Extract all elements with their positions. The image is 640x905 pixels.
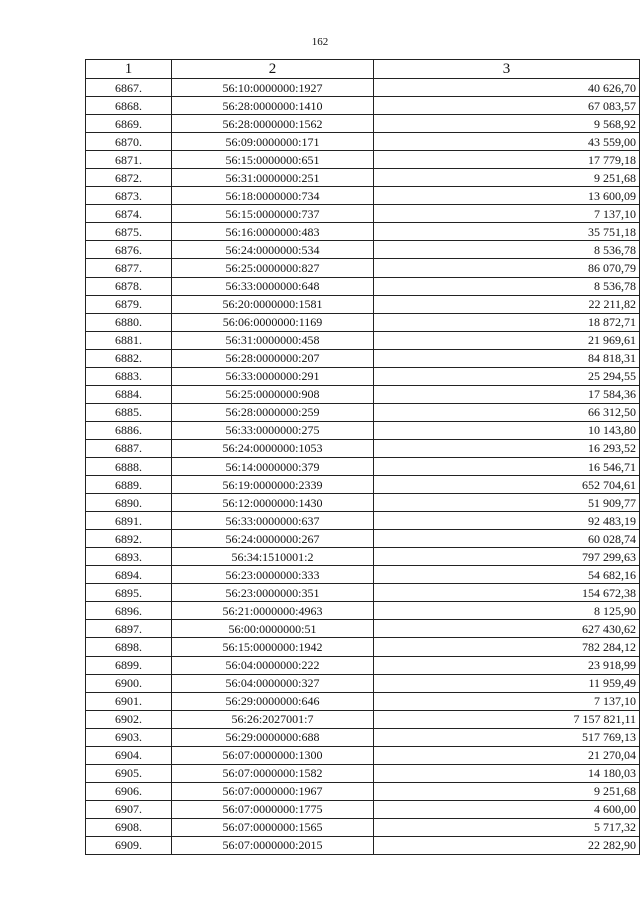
cadastral-number: 56:07:0000000:1967 [172, 782, 374, 800]
value-cell: 154 672,38 [374, 584, 640, 602]
row-number: 6908. [86, 818, 172, 836]
row-number: 6904. [86, 746, 172, 764]
value-cell: 40 626,70 [374, 79, 640, 97]
table-row [86, 494, 640, 512]
row-number: 6876. [86, 241, 172, 259]
value-cell: 43 559,00 [374, 133, 640, 151]
cadastral-number: 56:07:0000000:1300 [172, 746, 374, 764]
row-number: 6887. [86, 439, 172, 457]
table-row [86, 187, 640, 205]
value-cell: 84 818,31 [374, 349, 640, 367]
row-number: 6906. [86, 782, 172, 800]
page-number: 162 [311, 36, 329, 48]
cadastral-number: 56:28:0000000:1562 [172, 115, 374, 133]
value-cell: 21 969,61 [374, 331, 640, 349]
cadastral-number: 56:34:1510001:2 [172, 548, 374, 566]
row-number: 6890. [86, 494, 172, 512]
table-row [86, 457, 640, 475]
value-cell: 25 294,55 [374, 367, 640, 385]
row-number: 6899. [86, 656, 172, 674]
table-row [86, 205, 640, 223]
table-row [86, 115, 640, 133]
table-row [86, 800, 640, 818]
row-number: 6870. [86, 133, 172, 151]
cadastral-number: 56:19:0000000:2339 [172, 476, 374, 494]
cadastral-number: 56:07:0000000:1582 [172, 764, 374, 782]
cadastral-number: 56:28:0000000:207 [172, 349, 374, 367]
table-body [86, 79, 640, 855]
value-cell: 627 430,62 [374, 620, 640, 638]
cadastral-number: 56:29:0000000:646 [172, 692, 374, 710]
row-number: 6885. [86, 403, 172, 421]
cadastral-number: 56:29:0000000:688 [172, 728, 374, 746]
table-row [86, 530, 640, 548]
table-row [86, 79, 640, 97]
table-row [86, 818, 640, 836]
row-number: 6901. [86, 692, 172, 710]
table-row [86, 385, 640, 403]
value-cell: 67 083,57 [374, 97, 640, 115]
row-number: 6896. [86, 602, 172, 620]
cadastral-number: 56:28:0000000:1410 [172, 97, 374, 115]
value-cell: 8 536,78 [374, 277, 640, 295]
table-row [86, 403, 640, 421]
row-number: 6886. [86, 421, 172, 439]
cadastral-number: 56:24:0000000:267 [172, 530, 374, 548]
value-cell: 797 299,63 [374, 548, 640, 566]
row-number: 6909. [86, 836, 172, 854]
value-cell: 9 251,68 [374, 169, 640, 187]
row-number: 6874. [86, 205, 172, 223]
value-cell: 66 312,50 [374, 403, 640, 421]
value-cell: 9 251,68 [374, 782, 640, 800]
table-row [86, 421, 640, 439]
table-row [86, 638, 640, 656]
cadastral-number: 56:14:0000000:379 [172, 457, 374, 475]
value-cell: 23 918,99 [374, 656, 640, 674]
row-number: 6894. [86, 566, 172, 584]
row-number: 6877. [86, 259, 172, 277]
value-cell: 54 682,16 [374, 566, 640, 584]
cadastral-number: 56:10:0000000:1927 [172, 79, 374, 97]
row-number: 6895. [86, 584, 172, 602]
row-number: 6875. [86, 223, 172, 241]
table-row [86, 512, 640, 530]
row-number: 6880. [86, 313, 172, 331]
table-row [86, 151, 640, 169]
table-row [86, 295, 640, 313]
table-row [86, 836, 640, 854]
column-header-1: 1 [86, 60, 172, 79]
row-number: 6905. [86, 764, 172, 782]
cadastral-number: 56:20:0000000:1581 [172, 295, 374, 313]
table-row [86, 656, 640, 674]
value-cell: 9 568,92 [374, 115, 640, 133]
row-number: 6881. [86, 331, 172, 349]
value-cell: 22 211,82 [374, 295, 640, 313]
cadastral-number: 56:33:0000000:275 [172, 421, 374, 439]
value-cell: 5 717,32 [374, 818, 640, 836]
cadastral-number: 56:26:2027001:7 [172, 710, 374, 728]
registry-table [85, 59, 640, 855]
cadastral-number: 56:33:0000000:637 [172, 512, 374, 530]
table-header-row [86, 60, 640, 79]
table-row [86, 674, 640, 692]
table-row [86, 476, 640, 494]
table-row [86, 602, 640, 620]
value-cell: 35 751,18 [374, 223, 640, 241]
table-row [86, 241, 640, 259]
table-row [86, 620, 640, 638]
row-number: 6891. [86, 512, 172, 530]
cadastral-number: 56:18:0000000:734 [172, 187, 374, 205]
column-header-2: 2 [172, 60, 374, 79]
value-cell: 51 909,77 [374, 494, 640, 512]
value-cell: 8 125,90 [374, 602, 640, 620]
row-number: 6888. [86, 457, 172, 475]
value-cell: 11 959,49 [374, 674, 640, 692]
cadastral-number: 56:24:0000000:534 [172, 241, 374, 259]
cadastral-number: 56:25:0000000:908 [172, 385, 374, 403]
table-row [86, 548, 640, 566]
table-row [86, 439, 640, 457]
table-row [86, 367, 640, 385]
cadastral-number: 56:23:0000000:333 [172, 566, 374, 584]
value-cell: 17 779,18 [374, 151, 640, 169]
cadastral-number: 56:07:0000000:2015 [172, 836, 374, 854]
row-number: 6882. [86, 349, 172, 367]
cadastral-number: 56:31:0000000:251 [172, 169, 374, 187]
value-cell: 86 070,79 [374, 259, 640, 277]
cadastral-number: 56:16:0000000:483 [172, 223, 374, 241]
cadastral-number: 56:15:0000000:651 [172, 151, 374, 169]
table-row [86, 710, 640, 728]
value-cell: 13 600,09 [374, 187, 640, 205]
row-number: 6872. [86, 169, 172, 187]
cadastral-number: 56:33:0000000:291 [172, 367, 374, 385]
row-number: 6873. [86, 187, 172, 205]
row-number: 6883. [86, 367, 172, 385]
cadastral-number: 56:25:0000000:827 [172, 259, 374, 277]
row-number: 6892. [86, 530, 172, 548]
column-header-3: 3 [374, 60, 640, 79]
row-number: 6889. [86, 476, 172, 494]
cadastral-number: 56:31:0000000:458 [172, 331, 374, 349]
row-number: 6897. [86, 620, 172, 638]
table-row [86, 313, 640, 331]
table-row [86, 133, 640, 151]
row-number: 6878. [86, 277, 172, 295]
value-cell: 22 282,90 [374, 836, 640, 854]
table-row [86, 692, 640, 710]
row-number: 6907. [86, 800, 172, 818]
value-cell: 10 143,80 [374, 421, 640, 439]
value-cell: 517 769,13 [374, 728, 640, 746]
row-number: 6900. [86, 674, 172, 692]
cadastral-number: 56:33:0000000:648 [172, 277, 374, 295]
row-number: 6869. [86, 115, 172, 133]
row-number: 6893. [86, 548, 172, 566]
row-number: 6868. [86, 97, 172, 115]
cadastral-number: 56:06:0000000:1169 [172, 313, 374, 331]
value-cell: 16 546,71 [374, 457, 640, 475]
table-row [86, 566, 640, 584]
table-row [86, 764, 640, 782]
value-cell: 8 536,78 [374, 241, 640, 259]
value-cell: 4 600,00 [374, 800, 640, 818]
cadastral-number: 56:28:0000000:259 [172, 403, 374, 421]
value-cell: 7 157 821,11 [374, 710, 640, 728]
row-number: 6871. [86, 151, 172, 169]
cadastral-number: 56:04:0000000:222 [172, 656, 374, 674]
cadastral-number: 56:21:0000000:4963 [172, 602, 374, 620]
table-row [86, 277, 640, 295]
row-number: 6898. [86, 638, 172, 656]
table-row [86, 782, 640, 800]
cadastral-number: 56:15:0000000:737 [172, 205, 374, 223]
table-row [86, 97, 640, 115]
row-number: 6867. [86, 79, 172, 97]
cadastral-number: 56:04:0000000:327 [172, 674, 374, 692]
table-row [86, 331, 640, 349]
table-row [86, 584, 640, 602]
value-cell: 21 270,04 [374, 746, 640, 764]
table-row [86, 223, 640, 241]
cadastral-number: 56:24:0000000:1053 [172, 439, 374, 457]
value-cell: 18 872,71 [374, 313, 640, 331]
value-cell: 7 137,10 [374, 205, 640, 223]
table-row [86, 259, 640, 277]
table-row [86, 728, 640, 746]
value-cell: 782 284,12 [374, 638, 640, 656]
table-row [86, 746, 640, 764]
cadastral-number: 56:00:0000000:51 [172, 620, 374, 638]
value-cell: 652 704,61 [374, 476, 640, 494]
value-cell: 14 180,03 [374, 764, 640, 782]
row-number: 6903. [86, 728, 172, 746]
cadastral-number: 56:07:0000000:1775 [172, 800, 374, 818]
row-number: 6884. [86, 385, 172, 403]
value-cell: 16 293,52 [374, 439, 640, 457]
value-cell: 92 483,19 [374, 512, 640, 530]
cadastral-number: 56:12:0000000:1430 [172, 494, 374, 512]
cadastral-number: 56:07:0000000:1565 [172, 818, 374, 836]
value-cell: 17 584,36 [374, 385, 640, 403]
value-cell: 60 028,74 [374, 530, 640, 548]
row-number: 6879. [86, 295, 172, 313]
table-row [86, 349, 640, 367]
value-cell: 7 137,10 [374, 692, 640, 710]
row-number: 6902. [86, 710, 172, 728]
table-row [86, 169, 640, 187]
cadastral-number: 56:15:0000000:1942 [172, 638, 374, 656]
cadastral-number: 56:23:0000000:351 [172, 584, 374, 602]
cadastral-number: 56:09:0000000:171 [172, 133, 374, 151]
